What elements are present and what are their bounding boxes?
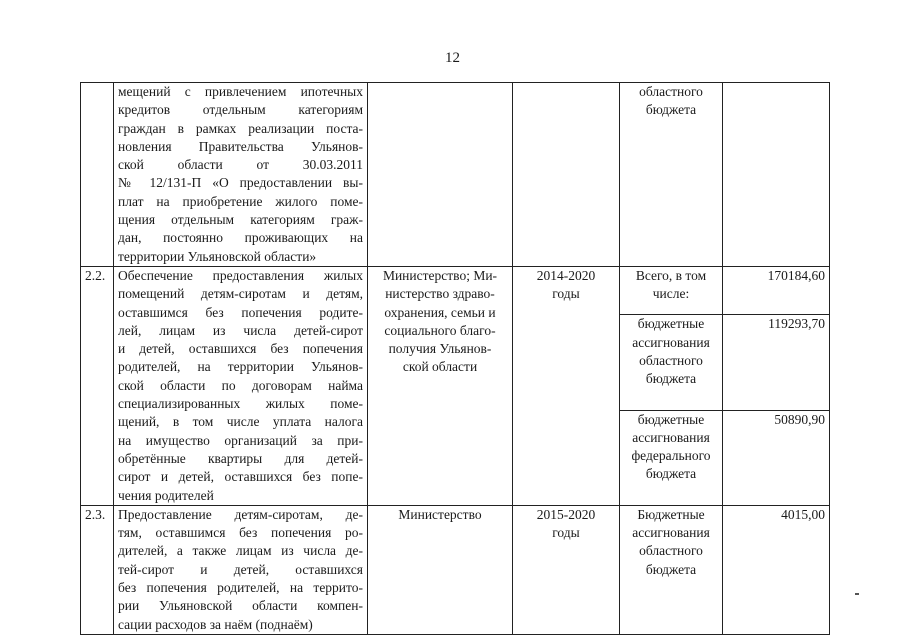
executor-cell (368, 266, 513, 505)
funding-source-line: бюджета (645, 371, 697, 387)
funding-source-line: бюджетные (637, 411, 705, 427)
funding-source-line: областного (639, 84, 703, 99)
description-line: ской области от 30.03.2011 (118, 157, 363, 173)
executor-line: Министерство; Ми- (382, 267, 498, 283)
description-line: сации расходов за наём (поднаём) (118, 616, 313, 632)
description-line: дителей, а также лицам из числа де- (118, 543, 363, 559)
description-line: щений, в том числе уплата налога (118, 414, 363, 430)
period-line: годы (552, 525, 580, 541)
table-row (81, 266, 830, 314)
funding-source-line: ассигнования (632, 334, 710, 350)
period-cell (513, 266, 620, 505)
period-line: годы (552, 286, 580, 302)
program-activities-table (80, 82, 830, 635)
funding-source-line: числе: (652, 286, 690, 302)
description-line: территории Ульяновской области» (118, 248, 317, 264)
item-number (81, 83, 114, 267)
funding-source (620, 315, 723, 410)
executor-line: получия Ульянов- (388, 341, 492, 357)
period-line: 2014-2020 (536, 267, 596, 283)
description-line: № 12/131-П «О предоставлении вы- (118, 175, 363, 191)
funding-amount: 50890,90 (723, 410, 830, 505)
description-line: рии Ульяновской области компен- (118, 598, 363, 614)
funding-source-line: Бюджетные (637, 506, 705, 522)
description-line: на имущество организаций за при- (118, 432, 363, 448)
funding-source-line: ассигнования (632, 429, 710, 445)
scan-mark (855, 593, 859, 595)
executor-line: социального благо- (384, 322, 496, 338)
activity-description (114, 266, 368, 505)
funding-source (620, 410, 723, 505)
funding-source (620, 266, 723, 314)
executor-line: Министерство (398, 506, 482, 522)
description-line: сирот и детей, оставшихся без попе- (118, 469, 363, 485)
period-line: 2015-2020 (536, 506, 596, 522)
funding-source-line: Всего, в том (635, 267, 707, 283)
description-line: помещений детям-сиротам и детям, (118, 286, 363, 302)
description-line: и детей, оставшихся без попечения (118, 341, 363, 357)
description-line: Обеспечение предоставления жилых (118, 267, 363, 283)
executor-cell (368, 505, 513, 634)
description-line: без попечения родителей, на террито- (118, 580, 363, 596)
period-cell (513, 83, 620, 267)
description-line: Предоставление детям-сиротам, де- (118, 506, 363, 522)
page-number: 12 (445, 50, 460, 66)
funding-source-line: бюджетные (637, 316, 705, 332)
description-line: тей-сирот и детей, оставшихся (118, 561, 363, 577)
table-body (81, 83, 830, 635)
description-line: дан, постоянно проживающих на (118, 230, 363, 246)
description-line: граждан в рамках реализации поста- (118, 120, 363, 136)
description-line: ской области по договорам найма (118, 377, 363, 393)
funding-amount: 170184,60 (723, 266, 830, 314)
funding-source (620, 83, 723, 267)
description-line: обретённые квартиры для детей- (118, 450, 363, 466)
description-line: тям, оставшимся без попечения ро- (118, 525, 363, 541)
funding-source-line: бюджета (645, 466, 697, 482)
description-line: плат на приобретение жилого поме- (118, 193, 363, 209)
funding-amount: 4015,00 (723, 505, 830, 634)
description-line: мещений с привлечением ипотечных (118, 84, 363, 99)
funding-source (620, 505, 723, 634)
activity-description (114, 83, 368, 267)
funding-source-line: федерального (631, 448, 711, 464)
description-line: оставшимся без попечения родите- (118, 304, 363, 320)
funding-source-line: бюджета (645, 102, 697, 118)
funding-amount (723, 83, 830, 267)
description-line: родителей, на территории Ульянов- (118, 359, 363, 375)
funding-source-line: областного (639, 543, 703, 559)
item-number: 2.2. (81, 266, 114, 505)
funding-source-line: ассигнования (632, 525, 710, 541)
period-cell (513, 505, 620, 634)
executor-line: охранения, семьи и (384, 304, 496, 320)
table-row (81, 83, 830, 267)
description-line: новления Правительства Ульянов- (118, 138, 363, 154)
funding-amount: 119293,70 (723, 315, 830, 410)
executor-cell (368, 83, 513, 267)
activity-description (114, 505, 368, 634)
description-line: специализированных жилых поме- (118, 396, 363, 412)
description-line: кредитов отдельным категориям (118, 102, 363, 118)
description-line: щения отдельным категориям граж- (118, 212, 363, 228)
item-number: 2.3. (81, 505, 114, 634)
funding-source-line: областного (639, 352, 703, 368)
table-row (81, 505, 830, 634)
funding-source-line: бюджета (645, 561, 697, 577)
executor-line: ской области (402, 359, 478, 375)
description-line: чения родителей (118, 487, 214, 503)
description-line: лей, лицам из числа детей-сирот (118, 322, 363, 338)
executor-line: нистерство здраво- (385, 286, 495, 302)
